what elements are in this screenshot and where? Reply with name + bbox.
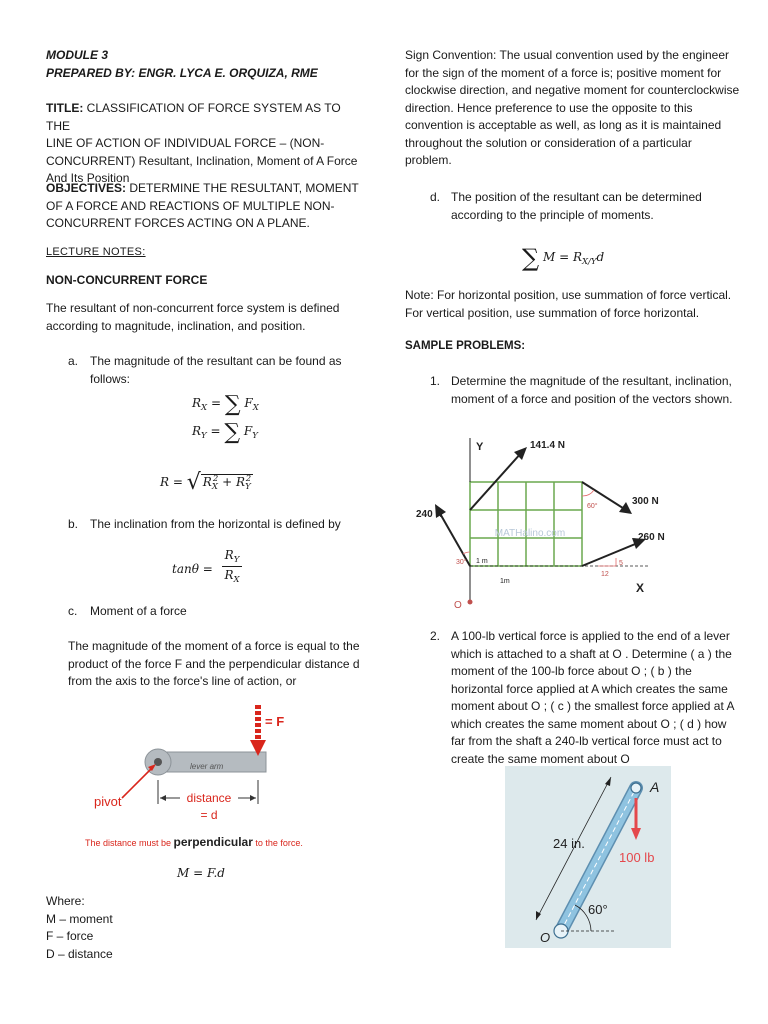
problem-1-text bbox=[451, 373, 732, 408]
lever-caption bbox=[85, 835, 303, 850]
sign-line: Sign Convention: The usual convention used by the engineer bbox=[405, 48, 730, 62]
force-vector-141 bbox=[470, 452, 522, 510]
sample-problems-heading: SAMPLE PROBLEMS: bbox=[405, 340, 526, 352]
problem-line: which is attached to a shaft at O . Determine ( a ) the bbox=[451, 646, 732, 661]
module-label: MODULE 3 bbox=[46, 48, 109, 62]
force-label-300: 300 N bbox=[632, 496, 659, 507]
problem-2-text bbox=[451, 628, 734, 768]
item-a-line: follows: bbox=[90, 371, 131, 386]
problem-line: moment of a force and position of the vectors shown. bbox=[451, 391, 733, 406]
slope-label-12: 12 bbox=[601, 571, 609, 578]
point-a bbox=[631, 783, 641, 793]
problem-2-number: 2. bbox=[430, 629, 441, 643]
item-c-label: c. bbox=[68, 604, 78, 618]
item-a-label: a. bbox=[68, 354, 79, 368]
note-line: For vertical position, use summation of force horizontal. bbox=[405, 305, 700, 320]
angle-arc-30 bbox=[463, 552, 470, 554]
item-b-label: b. bbox=[68, 517, 79, 531]
formula-principle-moments: ∑ $M = R_{X/Y}d$ bbox=[522, 244, 605, 272]
problem-line: far from the shaft a 240-lb vertical force must act to bbox=[451, 734, 722, 748]
sign-line: clockwise direction, and negative moment for counterclockwise bbox=[405, 83, 740, 97]
problem-line: which creates the same moment about O ; ( d ) how bbox=[451, 716, 727, 731]
grid bbox=[470, 482, 582, 566]
force-label-240: 240 N bbox=[416, 509, 443, 520]
lever-arm-figure bbox=[80, 700, 350, 855]
objectives-label: OBJECTIVES: bbox=[46, 181, 127, 195]
angle-label-60: 60° bbox=[587, 503, 598, 510]
sign-line: for the sign of the moment of a force is; positive moment for bbox=[405, 65, 722, 80]
angle-label: 60° bbox=[588, 902, 608, 917]
lecture-notes-heading: LECTURE NOTES: bbox=[46, 246, 146, 258]
note-block bbox=[405, 287, 731, 322]
sign-line: direction. Hence preference to use the opposite to this bbox=[405, 100, 693, 115]
title-label: TITLE: bbox=[46, 101, 84, 115]
formula-moment: M = F.d bbox=[177, 866, 225, 880]
sign-line: throughout the solution or consideration of a particular bbox=[405, 135, 692, 150]
moment-def-line: The magnitude of the moment of a force is equal to the bbox=[68, 639, 360, 653]
lever-100lb-figure bbox=[505, 766, 671, 948]
objectives-text: CONCURRENT FORCES ACTING ON A PLANE. bbox=[46, 216, 310, 230]
distance-equals: = d bbox=[200, 808, 218, 822]
objectives-block bbox=[46, 180, 366, 233]
y-axis-label: Y bbox=[476, 441, 484, 453]
problem-line: horizontal force applied at A which creates the same bbox=[451, 681, 728, 696]
prepared-by: PREPARED BY: ENGR. LYCA E. ORQUIZA, RME bbox=[46, 66, 318, 80]
item-b-text: The inclination from the horizontal is defined by bbox=[90, 517, 341, 531]
item-a-text bbox=[90, 353, 342, 388]
problem-1-number: 1. bbox=[430, 374, 441, 388]
force-label: 100 lb bbox=[619, 850, 655, 865]
grid-label-1m: 1 m bbox=[476, 558, 488, 565]
slope-label-5: 5 bbox=[619, 560, 623, 567]
item-d-text bbox=[451, 189, 702, 224]
distance-label: distance bbox=[186, 791, 232, 805]
pivot-pointer-line bbox=[122, 766, 154, 798]
watermark: MATHalino.com bbox=[494, 528, 566, 539]
problem-line: create the same moment about O bbox=[451, 751, 630, 766]
definition-item: M – moment bbox=[46, 911, 113, 926]
lever-arm-label: lever arm bbox=[190, 762, 224, 771]
intro-line: The resultant of non-concurrent force system is defined bbox=[46, 301, 340, 315]
title-text: CONCURRENT) Resultant, Inclination, Moment of A Force bbox=[46, 153, 358, 168]
formula-ry: $R_Y$ = ∑ $F_Y$ bbox=[192, 420, 258, 445]
length-label: 24 in. bbox=[553, 836, 585, 851]
vector-figure bbox=[410, 430, 680, 612]
note-line: Note: For horizontal position, use summation of force vertical. bbox=[405, 288, 732, 302]
moment-def-line: from the axis to the force's line of action, or bbox=[68, 674, 297, 688]
force-label-141: 141.4 N bbox=[530, 440, 566, 451]
objectives-text: OF A FORCE AND REACTIONS OF MULTIPLE NON- bbox=[46, 198, 335, 213]
origin-label: O bbox=[540, 930, 551, 945]
caption-text: to the force. bbox=[252, 838, 303, 848]
force-label: = F bbox=[265, 714, 285, 729]
item-c-text: Moment of a force bbox=[90, 604, 187, 618]
sign-line: problem. bbox=[405, 153, 452, 167]
sign-convention bbox=[405, 47, 745, 170]
intro-paragraph bbox=[46, 300, 339, 335]
where-label: Where: bbox=[46, 894, 85, 908]
problem-line: Determine the magnitude of the resultant, inclination, bbox=[451, 374, 732, 388]
intro-line: according to magnitude, inclination, and position. bbox=[46, 318, 306, 333]
angle-label-30: 30° bbox=[456, 559, 467, 566]
item-d-label: d. bbox=[430, 190, 441, 204]
origin-label: O bbox=[454, 600, 462, 611]
where-block bbox=[46, 893, 113, 963]
title-text: And Its Position bbox=[46, 171, 130, 185]
title-text: LINE OF ACTION OF INDIVIDUAL FORCE – (NON- bbox=[46, 136, 325, 150]
caption-emphasis: perpendicular bbox=[173, 835, 253, 849]
problem-line: A 100-lb vertical force is applied to the end of a lever bbox=[451, 629, 730, 643]
grid-label-1m: 1m bbox=[500, 578, 510, 585]
problem-line: moment about O ; ( c ) the smallest force applied at A bbox=[451, 699, 735, 713]
point-a-label: A bbox=[650, 779, 660, 795]
pivot-label: pivot bbox=[94, 794, 122, 809]
angle-arc-60 bbox=[582, 490, 594, 496]
force-label-260: 260 N bbox=[638, 532, 665, 543]
formula-resultant: R = √ $R_X^2 + R_Y^2$ bbox=[160, 470, 252, 495]
definition-item: F – force bbox=[46, 929, 94, 943]
caption-text: The distance must be bbox=[85, 838, 174, 848]
moment-definition bbox=[68, 638, 360, 691]
origin-point bbox=[468, 600, 473, 605]
sign-line: convention is acceptable as well, as long as it is maintained bbox=[405, 118, 722, 132]
section-heading: NON-CONCURRENT FORCE bbox=[46, 273, 208, 287]
objectives-text: DETERMINE THE RESULTANT, MOMENT bbox=[126, 181, 359, 195]
title-block bbox=[46, 100, 366, 188]
force-vector-260 bbox=[582, 542, 640, 566]
force-vector-240 bbox=[438, 510, 470, 566]
item-d-line: The position of the resultant can be determined bbox=[451, 190, 702, 204]
formula-rx: $R_X$ = ∑ $F_X$ bbox=[192, 392, 259, 417]
distance-arrow-right bbox=[250, 795, 256, 801]
force-vector-300-head bbox=[619, 502, 632, 514]
problem-line: moment of the 100-lb force about O ; ( b ) the bbox=[451, 664, 692, 678]
definition-item: D – distance bbox=[46, 946, 113, 961]
item-d-line: according to the principle of moments. bbox=[451, 207, 654, 222]
title-text: CLASSIFICATION OF FORCE SYSTEM AS TO THE bbox=[46, 101, 341, 133]
item-a-line: The magnitude of the resultant can be found as bbox=[90, 354, 342, 368]
moment-def-line: product of the force F and the perpendicular distance d bbox=[68, 656, 360, 671]
x-axis-label: X bbox=[636, 581, 645, 595]
distance-arrow-left bbox=[160, 795, 166, 801]
